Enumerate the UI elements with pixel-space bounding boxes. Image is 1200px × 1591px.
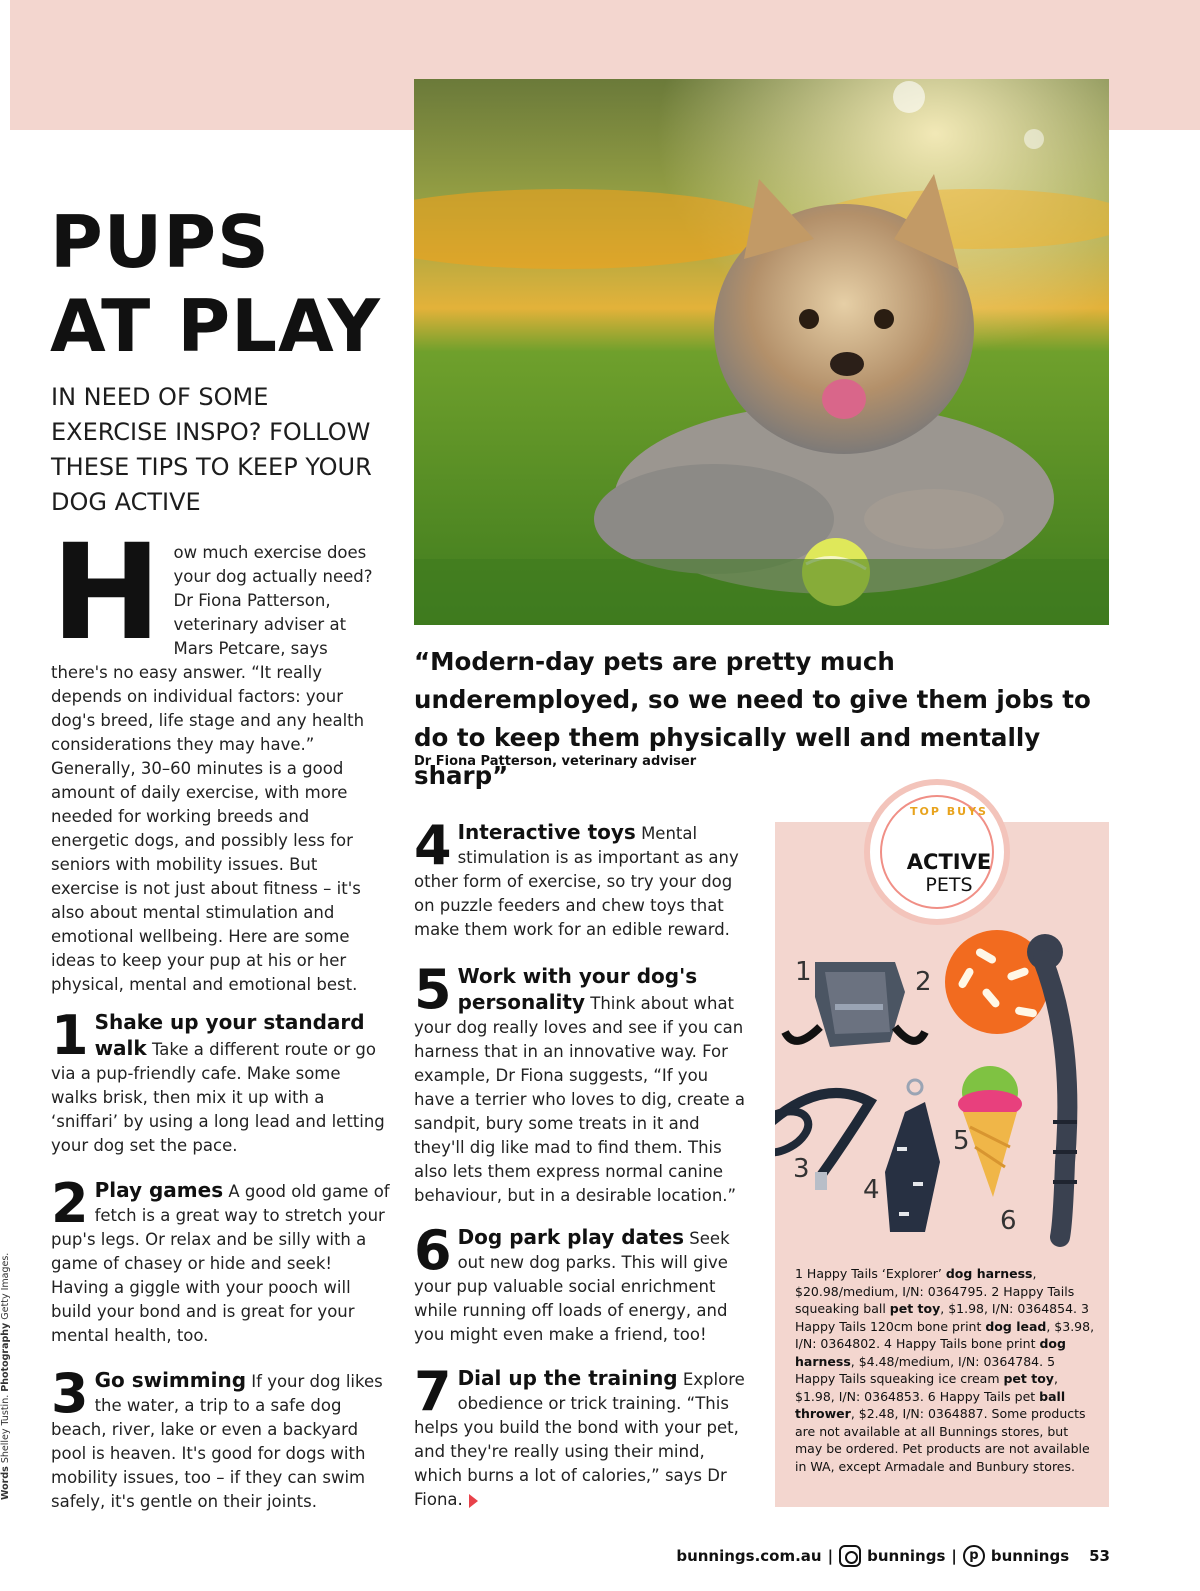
footer-separator: | <box>951 1547 957 1565</box>
caption-segment: 1 Happy Tails ‘Explorer’ <box>795 1266 946 1281</box>
product-images <box>775 922 1109 1262</box>
tip-text: Think about what your dog really loves and see if you can harness that in an innovative way. For example, Dr Fiona suggests, “If you have a terrier who loves to dig, create a sandpit, bury some treats in it and they'll dig like mad to find them. This also lets them express normal canine behaviour, but in a desirable location.” <box>414 994 746 1205</box>
credit-words-label: Words <box>0 1466 11 1500</box>
tip-title: Go swimming <box>94 1368 247 1392</box>
headline-line-2: AT PLAY <box>50 284 381 368</box>
tip-title: Dial up the training <box>457 1366 678 1390</box>
page-footer <box>676 1545 1110 1567</box>
caption-segment: , $3.98, I/N: 0364802. 4 Happy Tails bone print <box>795 1318 1095 1351</box>
tip-title: Dog park play dates <box>457 1225 685 1249</box>
tip-title: Interactive toys <box>457 820 636 844</box>
continue-arrow-icon <box>469 1494 478 1508</box>
caption-segment: dog harness <box>795 1336 1066 1369</box>
tip-number: 6 <box>414 1219 452 1282</box>
credit-words-name: Shelley Tustin. <box>0 1394 11 1464</box>
tip-text: Explore obedience or trick training. “This helps you build the bond with your pet, and they're really using their mind, which burns a lot of calories,” says Dr Fiona. <box>414 1370 745 1509</box>
tip-text: If your dog likes the water, a trip to a safe dog beach, river, lake or even a backyard pool is heaven. It's good for dogs with mobility issues, too – if they can swim safely, it's gentle on their joints. <box>51 1372 383 1511</box>
footer-separator: | <box>827 1547 834 1565</box>
caption-segment: , $2.48, I/N: 0364887. Some products are not available at all Bunnings stores, but may be ordered. Pet products are not available in WA, except Armadale and Bunbury stores. <box>795 1406 1090 1474</box>
footer-pinterest-handle[interactable]: bunnings <box>990 1547 1070 1565</box>
hero-photo-yorkshire-terrier <box>414 79 1109 625</box>
product-number-2: 2 <box>915 967 932 997</box>
product-caption <box>795 1265 1095 1475</box>
product-number-1: 1 <box>795 957 812 987</box>
tip-text: Seek out new dog parks. This will give your pup valuable social enrichment while running off loads of energy, and you might even make a friend, too! <box>414 1229 730 1344</box>
badge-title: ACTIVE <box>906 850 992 874</box>
tip-1 <box>51 1004 391 1158</box>
tip-title: Work with your dog's personality <box>457 964 698 1014</box>
tip-number: 1 <box>51 1004 89 1067</box>
caption-segment: dog harness <box>945 1266 1033 1281</box>
instagram-icon <box>839 1545 861 1567</box>
photo-credit <box>0 1253 11 1500</box>
product-number-6: 6 <box>1000 1206 1017 1236</box>
tip-number: 4 <box>414 814 452 877</box>
tip-2 <box>51 1172 391 1348</box>
caption-segment: , $1.98, I/N: 0364853. 6 Happy Tails pet <box>795 1371 1058 1404</box>
credit-photo-label: Photography <box>0 1322 11 1392</box>
product-number-3: 3 <box>793 1154 810 1184</box>
tip-5 <box>414 958 749 1208</box>
tip-title: Shake up your standard walk <box>94 1010 365 1060</box>
badge-top-buys-label: TOP BUYS <box>910 805 988 818</box>
intro-paragraph <box>51 516 381 997</box>
caption-segment: , $4.48/medium, I/N: 0364784. 5 Happy Tails squeaking ice cream <box>795 1353 1056 1386</box>
badge-ring <box>880 795 994 909</box>
credit-photo-name: Getty Images. <box>0 1252 11 1320</box>
badge-subtitle: PETS <box>925 874 973 896</box>
pull-quote-attribution: Dr Fiona Patterson, veterinary adviser <box>414 754 697 769</box>
bone-print-harness-image <box>885 1080 940 1232</box>
standfirst: IN NEED OF SOME EXERCISE INSPO? FOLLOW THESE TIPS TO KEEP YOUR DOG ACTIVE <box>51 383 372 516</box>
caption-segment: pet toy <box>889 1301 941 1316</box>
tip-number: 5 <box>414 958 452 1021</box>
tip-number: 7 <box>414 1360 452 1423</box>
caption-segment: pet toy <box>1003 1371 1054 1386</box>
footer-instagram-handle[interactable]: bunnings <box>867 1547 946 1565</box>
caption-segment: , $1.98, I/N: 0364854. 3 Happy Tails 120cm bone print <box>795 1301 1089 1334</box>
top-buys-badge <box>864 779 1010 925</box>
footer-site-link[interactable]: bunnings.com.au <box>676 1547 822 1565</box>
dog-lead-image <box>775 1093 870 1190</box>
headline-line-1: PUPS <box>50 200 270 284</box>
product-number-5: 5 <box>953 1126 970 1156</box>
tip-number: 2 <box>51 1172 89 1235</box>
drop-cap: H <box>51 516 162 670</box>
tip-number: 3 <box>51 1362 89 1425</box>
tip-title: Play games <box>94 1178 224 1202</box>
tip-4 <box>414 814 749 942</box>
page-number: 53 <box>1089 1547 1110 1565</box>
caption-segment: , $20.98/medium, I/N: 0364795. 2 Happy Tails squeaking ball <box>795 1266 1075 1316</box>
product-illustrations <box>775 922 1109 1262</box>
caption-segment: ball thrower <box>795 1388 1066 1421</box>
caption-segment: dog lead <box>985 1318 1047 1334</box>
pinterest-icon: p <box>963 1545 985 1567</box>
tip-text: Take a different route or go via a pup-friendly cafe. Make some walks brisk, then mix it up with a ‘sniffari’ by using a long lead and letting your dog set the pace. <box>51 1040 385 1155</box>
intro-text: ow much exercise does your dog actually need? Dr Fiona Patterson, veterinary adviser at Mars Petcare, says there's no easy answer. “It really depends on individual factors: your dog's breed, life stage and any health considerations they may have.” Generally, 30–60 minutes is a good amount of daily exercise, with more needed for working breeds and energetic dogs, and possibly less for seniors with mobility issues. But exercise is not just about fitness – it's also about mental stimulation and emotional wellbeing. Here are some ideas to keep your pup at his or her physical, mental and emotional best. <box>51 543 373 994</box>
pull-quote: “Modern-day pets are pretty much underemployed, so we need to give them jobs to do to keep them physically well and mentally sharp” <box>414 647 1091 790</box>
tip-text: A good old game of fetch is a great way to stretch your pup's legs. Or relax and be silly with a game of chasey or hide and seek! Having a giggle with your pooch will build your bond and is great for your mental health, too. <box>51 1182 390 1345</box>
tip-3 <box>51 1362 391 1514</box>
page-headline <box>50 200 390 368</box>
tip-6 <box>414 1219 749 1347</box>
tip-7 <box>414 1360 749 1512</box>
product-number-4: 4 <box>863 1175 880 1205</box>
tip-text: Mental stimulation is as important as any other form of exercise, so try your dog on puzzle feeders and chew toys that make them work for an edible reward. <box>414 824 739 939</box>
